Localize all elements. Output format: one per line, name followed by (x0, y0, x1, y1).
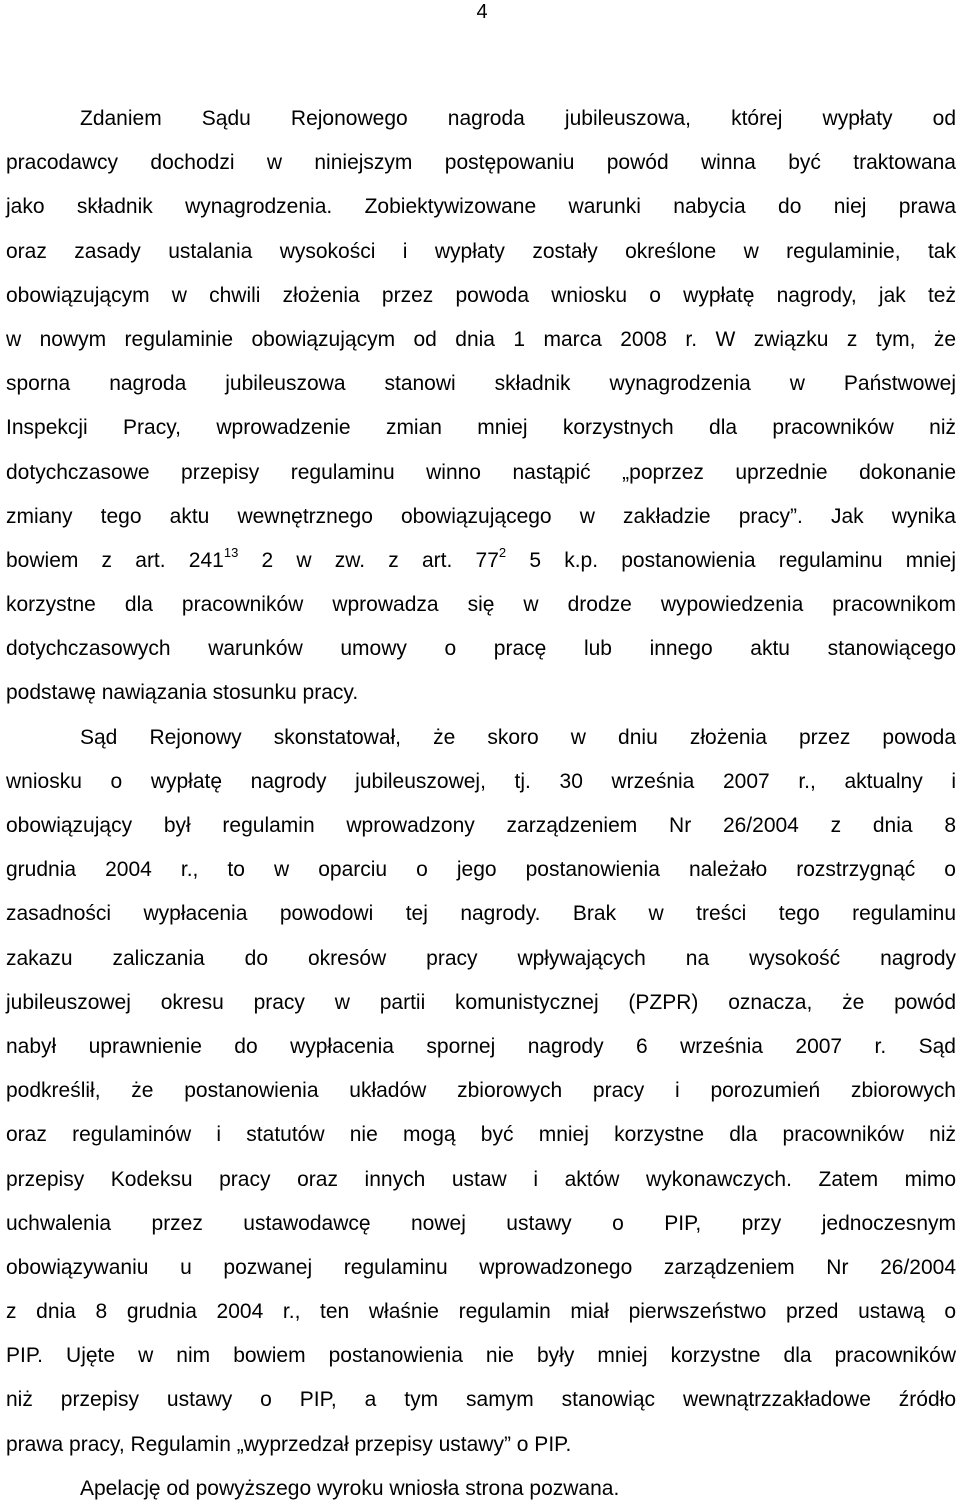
paragraph-line: jubileuszowej okresu pracy w partii komunistycznej (PZPR) oznacza, że powód (6, 990, 956, 1014)
paragraph-line: obowiązującym w chwili złożenia przez powoda wniosku o wypłatę nagrody, jak też (6, 283, 956, 307)
paragraph-line: Zdaniem Sądu Rejonowego nagroda jubileuszowa, której wypłaty od (80, 107, 956, 130)
paragraph-line: Sąd Rejonowy skonstatował, że skoro w dniu złożenia przez powoda (80, 725, 956, 749)
paragraph-line: Apelację od powyższego wyroku wniosła strona pozwana. (80, 1476, 620, 1500)
paragraph-line: korzystne dla pracowników wprowadza się w drodze wypowiedzenia pracownikom (6, 593, 956, 617)
paragraph-line: oraz zasady ustalania wysokości i wypłaty zostały określone w regulaminie, tak (6, 239, 956, 263)
paragraph-line: prawa pracy, Regulamin „wyprzedzał przepisy ustawy” o PIP. (6, 1432, 572, 1456)
paragraph-line: niż przepisy ustawy o PIP, a tym samym stanowiąc wewnątrzzakładowe źródło (6, 1388, 956, 1412)
paragraph-line: pracodawcy dochodzi w niniejszym postępowaniu powód winna być traktowana (6, 151, 956, 175)
paragraph-line: w nowym regulaminie obowiązującym od dnia 1 marca 2008 r. W związku z tym, że (6, 327, 956, 351)
paragraph-line: obowiązujący był regulamin wprowadzony zarządzeniem Nr 26/2004 z dnia 8 (6, 814, 956, 837)
article-superscript: 13 (223, 544, 239, 560)
article-text: 5 k.p. postanowienia regulaminu mniej (506, 548, 956, 572)
page-number: 4 (476, 1, 488, 23)
paragraph-line: dotychczasowe przepisy regulaminu winno nastąpić „poprzez uprzednie dokonanie (6, 460, 956, 484)
article-text: 2 w zw. z art. 77 (238, 548, 499, 572)
paragraph-line: grudnia 2004 r., to w oparciu o jego postanowienia należało rozstrzygnąć o (6, 858, 956, 882)
paragraph-line: podstawę nawiązania stosunku pracy. (6, 681, 359, 705)
article-superscript: 2 (498, 544, 507, 560)
paragraph-line: uchwalenia przez ustawodawcę nowej ustawy o PIP, przy jednoczesnym (6, 1211, 956, 1235)
paragraph-line: nabył uprawnienie do wypłacenia spornej nagrody 6 września 2007 r. Sąd (6, 1034, 956, 1058)
paragraph-line: PIP. Ujęte w nim bowiem postanowienia nie były mniej korzystne dla pracowników (6, 1344, 956, 1368)
paragraph-line: zasadności wypłacenia powodowi tej nagrody. Brak w treści tego regulaminu (6, 902, 956, 926)
paragraph-line: wniosku o wypłatę nagrody jubileuszowej, tj. 30 września 2007 r., aktualny i (6, 769, 956, 793)
article-text: bowiem z art. 241 (6, 548, 224, 572)
paragraph-line: przepisy Kodeksu pracy oraz innych ustaw i aktów wykonawczych. Zatem mimo (6, 1167, 956, 1191)
paragraph-line: zakazu zaliczania do okresów pracy wpływających na wysokość nagrody (6, 946, 956, 970)
document-body (6, 97, 956, 1511)
paragraph-line: z dnia 8 grudnia 2004 r., ten właśnie regulamin miał pierwszeństwo przed ustawą o (6, 1300, 956, 1324)
paragraph-line: podkreślił, że postanowienia układów zbiorowych pracy i porozumień zbiorowych (6, 1079, 956, 1103)
paragraph-line: oraz regulaminów i statutów nie mogą być mniej korzystne dla pracowników niż (6, 1123, 956, 1147)
paragraph-line: jako składnik wynagrodzenia. Zobiektywizowane warunki nabycia do niej prawa (6, 195, 956, 219)
paragraph-line-with-article-reference (6, 539, 956, 583)
paragraph-line: dotychczasowych warunków umowy o pracę lub innego aktu stanowiącego (6, 637, 956, 661)
paragraph-line: Inspekcji Pracy, wprowadzenie zmian mniej korzystnych dla pracowników niż (6, 416, 956, 440)
paragraph-line: obowiązywaniu u pozwanej regulaminu wprowadzonego zarządzeniem Nr 26/2004 (6, 1255, 956, 1279)
paragraph-line: zmiany tego aktu wewnętrznego obowiązującego w zakładzie pracy”. Jak wynika (6, 504, 956, 528)
paragraph-line: sporna nagroda jubileuszowa stanowi składnik wynagrodzenia w Państwowej (6, 372, 956, 396)
